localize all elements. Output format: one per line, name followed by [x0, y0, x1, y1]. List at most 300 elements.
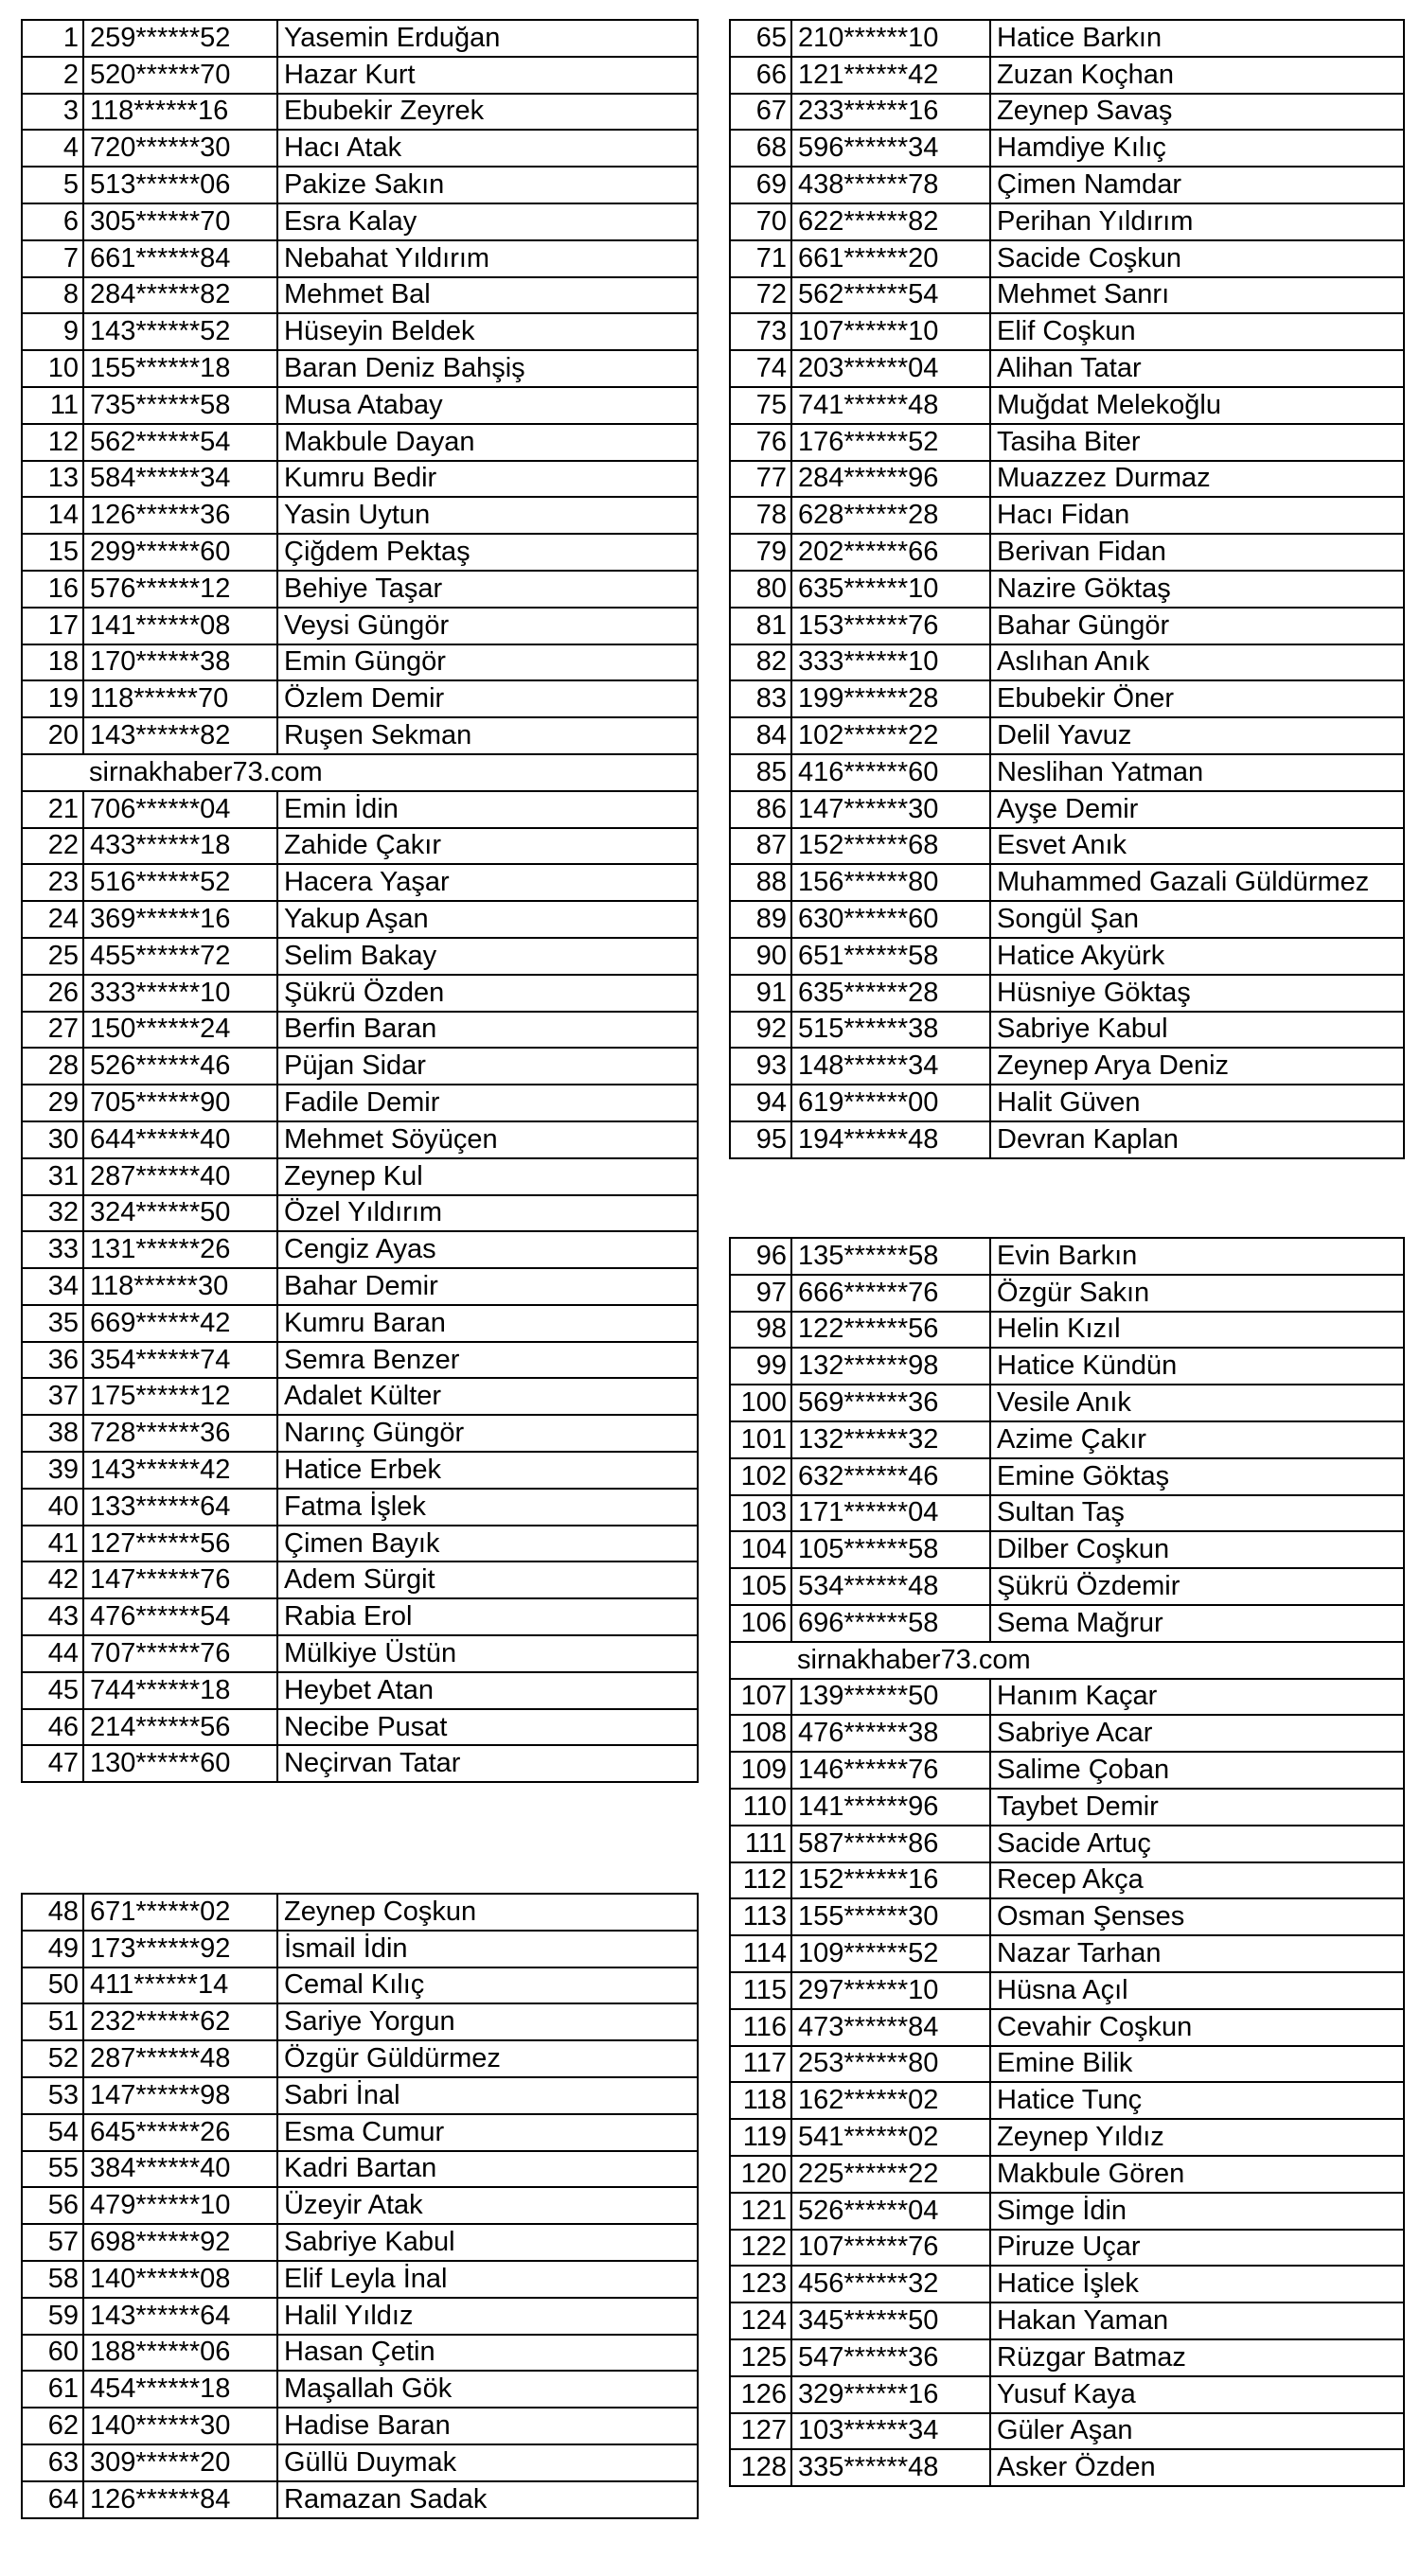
name-cell: Hadise Baran — [277, 2408, 698, 2444]
id-number-cell: 651******58 — [791, 938, 990, 975]
name-cell: Zeynep Savaş — [990, 94, 1404, 131]
id-number-cell: 635******10 — [791, 571, 990, 608]
id-number-cell: 744******18 — [83, 1672, 277, 1709]
list-table-4 — [729, 1237, 1405, 2487]
name-cell: Muğdat Melekoğlu — [990, 387, 1404, 424]
name-cell: Sabri İnal — [277, 2077, 698, 2114]
name-cell: Semra Benzer — [277, 1342, 698, 1379]
row-number-cell: 106 — [730, 1605, 791, 1642]
table-row — [730, 1048, 1404, 1085]
table-row — [22, 1342, 698, 1379]
id-number-cell: 333******10 — [791, 644, 990, 681]
id-number-cell: 162******02 — [791, 2082, 990, 2119]
table-row — [22, 2040, 698, 2077]
row-number-cell: 128 — [730, 2449, 791, 2486]
row-number-cell: 4 — [22, 130, 83, 167]
row-number-cell: 97 — [730, 1275, 791, 1312]
row-number-cell: 126 — [730, 2376, 791, 2413]
row-number-cell: 25 — [22, 938, 83, 975]
id-number-cell: 576******12 — [83, 571, 277, 608]
name-cell: Makbule Gören — [990, 2156, 1404, 2193]
id-number-cell: 534******48 — [791, 1568, 990, 1605]
row-number-cell: 101 — [730, 1421, 791, 1458]
table-row — [22, 1195, 698, 1232]
table-row — [22, 2444, 698, 2481]
row-number-cell: 12 — [22, 424, 83, 461]
row-number-cell: 55 — [22, 2151, 83, 2188]
name-cell: Simge İdin — [990, 2193, 1404, 2230]
table-row — [730, 1458, 1404, 1495]
id-number-cell: 118******16 — [83, 94, 277, 131]
row-number-cell: 11 — [22, 387, 83, 424]
row-number-cell: 7 — [22, 240, 83, 277]
name-cell: Yasemin Erduğan — [277, 20, 698, 57]
id-number-cell: 122******56 — [791, 1312, 990, 1349]
name-cell: Helin Kızıl — [990, 1312, 1404, 1349]
table-row — [730, 1121, 1404, 1158]
name-cell: Makbule Dayan — [277, 424, 698, 461]
id-number-cell: 706******04 — [83, 791, 277, 828]
table-row — [22, 313, 698, 350]
row-number-cell — [22, 754, 83, 791]
table-row — [730, 534, 1404, 571]
id-number-cell: 132******98 — [791, 1348, 990, 1385]
row-number-cell: 122 — [730, 2230, 791, 2267]
row-number-cell: 5 — [22, 167, 83, 203]
name-cell: Hüsniye Göktaş — [990, 975, 1404, 1012]
row-number-cell: 120 — [730, 2156, 791, 2193]
id-number-cell: 479******10 — [83, 2187, 277, 2224]
table-row — [730, 203, 1404, 240]
name-cell: Musa Atabay — [277, 387, 698, 424]
table-row — [730, 2230, 1404, 2267]
name-cell: Asker Özden — [990, 2449, 1404, 2486]
name-cell: Perihan Yıldırım — [990, 203, 1404, 240]
row-number-cell: 14 — [22, 497, 83, 534]
table-row — [22, 901, 698, 938]
row-number-cell: 24 — [22, 901, 83, 938]
name-cell: Piruze Uçar — [990, 2230, 1404, 2267]
table-row — [730, 1752, 1404, 1789]
id-number-cell: 126******36 — [83, 497, 277, 534]
name-cell: Çiğdem Pektaş — [277, 534, 698, 571]
table-row — [22, 1231, 698, 1268]
name-cell: Zuzan Koçhan — [990, 57, 1404, 94]
row-number-cell: 62 — [22, 2408, 83, 2444]
id-number-cell: 203******04 — [791, 350, 990, 387]
table-row — [730, 57, 1404, 94]
id-number-cell: 456******32 — [791, 2266, 990, 2303]
table-row — [22, 1635, 698, 1672]
table-row — [22, 1967, 698, 2004]
name-cell: Delil Yavuz — [990, 717, 1404, 754]
name-cell: Neçirvan Tatar — [277, 1745, 698, 1782]
name-cell: Sabriye Kabul — [277, 2224, 698, 2261]
name-cell: Adalet Külter — [277, 1378, 698, 1415]
table-row — [730, 1531, 1404, 1568]
table-row — [730, 94, 1404, 131]
table-row — [730, 864, 1404, 901]
table-row — [730, 975, 1404, 1012]
id-number-cell: 210******10 — [791, 20, 990, 57]
id-number-cell: 516******52 — [83, 864, 277, 901]
name-cell: Hanım Kaçar — [990, 1679, 1404, 1716]
row-number-cell: 64 — [22, 2481, 83, 2518]
row-number-cell: 45 — [22, 1672, 83, 1709]
name-cell: Narınç Güngör — [277, 1415, 698, 1452]
row-number-cell: 105 — [730, 1568, 791, 1605]
row-number-cell: 46 — [22, 1709, 83, 1746]
row-number-cell: 102 — [730, 1458, 791, 1495]
table-row — [22, 277, 698, 314]
table-row — [730, 1679, 1404, 1716]
id-number-cell: 438******78 — [791, 167, 990, 203]
table-row — [22, 717, 698, 754]
name-cell: Alihan Tatar — [990, 350, 1404, 387]
name-cell: Selim Bakay — [277, 938, 698, 975]
id-number-cell: 132******32 — [791, 1421, 990, 1458]
table-row — [730, 1789, 1404, 1826]
id-number-cell: 146******76 — [791, 1752, 990, 1789]
name-cell: Evin Barkın — [990, 1238, 1404, 1275]
table-row — [730, 20, 1404, 57]
name-cell: Tasiha Biter — [990, 424, 1404, 461]
name-cell: Adem Sürgit — [277, 1561, 698, 1598]
table-row — [730, 1568, 1404, 1605]
table-row — [730, 1862, 1404, 1899]
id-number-cell: 476******38 — [791, 1715, 990, 1752]
name-cell: Hatice Akyürk — [990, 938, 1404, 975]
table-row — [22, 2481, 698, 2518]
name-cell: Emin Güngör — [277, 644, 698, 681]
id-number-cell: 309******20 — [83, 2444, 277, 2481]
table-row — [730, 1385, 1404, 1421]
id-number-cell: 284******96 — [791, 461, 990, 498]
name-cell: Halit Güven — [990, 1085, 1404, 1121]
id-number-cell: 411******14 — [83, 1967, 277, 2004]
row-number-cell: 109 — [730, 1752, 791, 1789]
table-row — [22, 167, 698, 203]
row-number-cell: 83 — [730, 680, 791, 717]
row-number-cell: 27 — [22, 1012, 83, 1049]
name-cell: Berfin Baran — [277, 1012, 698, 1049]
table-row — [730, 313, 1404, 350]
row-number-cell: 96 — [730, 1238, 791, 1275]
id-number-cell: 547******36 — [791, 2339, 990, 2376]
name-cell: Hatice Tunç — [990, 2082, 1404, 2119]
row-number-cell: 30 — [22, 1121, 83, 1158]
table-row — [22, 350, 698, 387]
id-number-cell: 335******48 — [791, 2449, 990, 2486]
row-number-cell: 72 — [730, 277, 791, 314]
id-number-cell: 194******48 — [791, 1121, 990, 1158]
id-number-cell: 329******16 — [791, 2376, 990, 2413]
name-cell: Mehmet Bal — [277, 277, 698, 314]
id-number-cell: 147******98 — [83, 2077, 277, 2114]
name-cell: Şükrü Özden — [277, 975, 698, 1012]
id-number-cell: 225******22 — [791, 2156, 990, 2193]
name-cell: İsmail İdin — [277, 1931, 698, 1967]
name-cell: Heybet Atan — [277, 1672, 698, 1709]
table-row — [22, 1415, 698, 1452]
id-number-cell: 569******36 — [791, 1385, 990, 1421]
table-row — [730, 2376, 1404, 2413]
table-row — [730, 2156, 1404, 2193]
id-number-cell: 645******26 — [83, 2114, 277, 2151]
table-row — [22, 203, 698, 240]
name-cell: Sema Mağrur — [990, 1605, 1404, 1642]
row-number-cell: 89 — [730, 901, 791, 938]
name-cell: Hatice Kündün — [990, 1348, 1404, 1385]
name-cell: Şükrü Özdemir — [990, 1568, 1404, 1605]
name-cell: Osman Şenses — [990, 1898, 1404, 1935]
name-cell: Muazzez Durmaz — [990, 461, 1404, 498]
id-number-cell: 141******08 — [83, 608, 277, 644]
row-number-cell: 80 — [730, 571, 791, 608]
id-number-cell: 735******58 — [83, 387, 277, 424]
id-number-cell: 140******08 — [83, 2261, 277, 2298]
name-cell: Özel Yıldırım — [277, 1195, 698, 1232]
table-row — [730, 167, 1404, 203]
name-cell: Esra Kalay — [277, 203, 698, 240]
table-row — [730, 424, 1404, 461]
id-number-cell: 476******54 — [83, 1598, 277, 1635]
row-number-cell: 63 — [22, 2444, 83, 2481]
id-number-cell: 354******74 — [83, 1342, 277, 1379]
table-row — [22, 1121, 698, 1158]
table-row — [22, 1158, 698, 1195]
row-number-cell: 108 — [730, 1715, 791, 1752]
table-row — [730, 1826, 1404, 1862]
table-row — [22, 1709, 698, 1746]
table-row — [22, 791, 698, 828]
name-cell: Ebubekir Zeyrek — [277, 94, 698, 131]
table-row — [730, 791, 1404, 828]
table-row — [730, 938, 1404, 975]
name-cell: Behiye Taşar — [277, 571, 698, 608]
row-number-cell: 119 — [730, 2119, 791, 2156]
id-number-cell: 513******06 — [83, 167, 277, 203]
name-cell: Emine Göktaş — [990, 1458, 1404, 1495]
row-number-cell: 110 — [730, 1789, 791, 1826]
name-cell: Berivan Fidan — [990, 534, 1404, 571]
row-number-cell: 29 — [22, 1085, 83, 1121]
id-number-cell: 153******76 — [791, 608, 990, 644]
row-number-cell: 56 — [22, 2187, 83, 2224]
table-row — [730, 1972, 1404, 2009]
row-number-cell: 51 — [22, 2003, 83, 2040]
table-row — [730, 1715, 1404, 1752]
table-row — [22, 387, 698, 424]
row-number-cell: 49 — [22, 1931, 83, 1967]
id-number-cell: 728******36 — [83, 1415, 277, 1452]
row-number-cell: 111 — [730, 1826, 791, 1862]
row-number-cell: 21 — [22, 791, 83, 828]
table-row — [22, 608, 698, 644]
id-number-cell: 139******50 — [791, 1679, 990, 1716]
name-cell: Azime Çakır — [990, 1421, 1404, 1458]
id-number-cell: 170******38 — [83, 644, 277, 681]
table-row — [730, 1312, 1404, 1349]
table-row — [22, 240, 698, 277]
table-row — [22, 828, 698, 865]
row-number-cell: 124 — [730, 2303, 791, 2339]
id-number-cell: 147******76 — [83, 1561, 277, 1598]
row-number-cell: 18 — [22, 644, 83, 681]
row-number-cell: 117 — [730, 2046, 791, 2083]
name-cell: Kadri Bartan — [277, 2151, 698, 2188]
id-number-cell: 433******18 — [83, 828, 277, 865]
row-number-cell: 115 — [730, 1972, 791, 2009]
table-row — [22, 461, 698, 498]
table-row — [730, 1421, 1404, 1458]
table-row — [22, 2408, 698, 2444]
id-number-cell: 696******58 — [791, 1605, 990, 1642]
table-row — [22, 975, 698, 1012]
id-number-cell: 526******46 — [83, 1048, 277, 1085]
id-number-cell: 232******62 — [83, 2003, 277, 2040]
name-cell: Ebubekir Öner — [990, 680, 1404, 717]
table-row — [22, 864, 698, 901]
id-number-cell: 284******82 — [83, 277, 277, 314]
name-cell: Kumru Baran — [277, 1305, 698, 1342]
id-number-cell: 102******22 — [791, 717, 990, 754]
table-row — [730, 1085, 1404, 1121]
id-number-cell: 622******82 — [791, 203, 990, 240]
row-number-cell: 9 — [22, 313, 83, 350]
id-number-cell: 515******38 — [791, 1012, 990, 1049]
id-number-cell: 118******30 — [83, 1268, 277, 1305]
id-number-cell: 720******30 — [83, 130, 277, 167]
id-number-cell: 103******34 — [791, 2413, 990, 2450]
id-number-cell: 632******46 — [791, 1458, 990, 1495]
row-number-cell: 92 — [730, 1012, 791, 1049]
name-cell: Songül Şan — [990, 901, 1404, 938]
name-cell: Zahide Çakır — [277, 828, 698, 865]
row-number-cell: 36 — [22, 1342, 83, 1379]
id-number-cell: 526******04 — [791, 2193, 990, 2230]
id-number-cell: 707******76 — [83, 1635, 277, 1672]
name-cell: Hüsna Açıl — [990, 1972, 1404, 2009]
table-row — [22, 1268, 698, 1305]
name-cell: Hakan Yaman — [990, 2303, 1404, 2339]
name-cell: Baran Deniz Bahşiş — [277, 350, 698, 387]
row-number-cell: 68 — [730, 130, 791, 167]
table-row — [22, 1745, 698, 1782]
id-number-cell: 141******96 — [791, 1789, 990, 1826]
id-number-cell: 148******34 — [791, 1048, 990, 1085]
table-row — [730, 1898, 1404, 1935]
name-cell: Neslihan Yatman — [990, 754, 1404, 791]
name-cell: Dilber Coşkun — [990, 1531, 1404, 1568]
id-number-cell: 143******82 — [83, 717, 277, 754]
table-row — [22, 1378, 698, 1415]
table-row — [730, 130, 1404, 167]
row-number-cell: 58 — [22, 2261, 83, 2298]
name-cell: Devran Kaplan — [990, 1121, 1404, 1158]
row-number-cell: 99 — [730, 1348, 791, 1385]
name-cell: Salime Çoban — [990, 1752, 1404, 1789]
name-cell: Sacide Coşkun — [990, 240, 1404, 277]
name-cell: Esvet Anık — [990, 828, 1404, 865]
row-number-cell: 70 — [730, 203, 791, 240]
id-number-cell: 143******52 — [83, 313, 277, 350]
row-number-cell: 57 — [22, 2224, 83, 2261]
row-number-cell: 100 — [730, 1385, 791, 1421]
list-table-1 — [21, 19, 699, 1783]
id-number-cell: 155******18 — [83, 350, 277, 387]
row-number-cell: 10 — [22, 350, 83, 387]
row-number-cell: 121 — [730, 2193, 791, 2230]
watermark-text: sirnakhaber73.com — [83, 754, 698, 791]
row-number-cell: 114 — [730, 1935, 791, 1972]
id-number-cell: 140******30 — [83, 2408, 277, 2444]
table-row — [730, 754, 1404, 791]
table-row — [730, 497, 1404, 534]
id-number-cell: 454******18 — [83, 2371, 277, 2408]
name-cell: Sacide Artuç — [990, 1826, 1404, 1862]
name-cell: Emine Bilik — [990, 2046, 1404, 2083]
name-cell: Rabia Erol — [277, 1598, 698, 1635]
id-number-cell: 147******30 — [791, 791, 990, 828]
row-number-cell: 59 — [22, 2298, 83, 2335]
row-number-cell: 13 — [22, 461, 83, 498]
table-row — [22, 1598, 698, 1635]
row-number-cell: 91 — [730, 975, 791, 1012]
row-number-cell: 81 — [730, 608, 791, 644]
table-row — [730, 387, 1404, 424]
row-number-cell: 43 — [22, 1598, 83, 1635]
row-number-cell: 71 — [730, 240, 791, 277]
table-row — [22, 1489, 698, 1526]
id-number-cell: 384******40 — [83, 2151, 277, 2188]
table-row — [730, 717, 1404, 754]
name-cell: Püjan Sidar — [277, 1048, 698, 1085]
row-number-cell: 88 — [730, 864, 791, 901]
name-cell: Rüzgar Batmaz — [990, 2339, 1404, 2376]
row-number-cell: 42 — [22, 1561, 83, 1598]
row-number-cell: 16 — [22, 571, 83, 608]
id-number-cell: 202******66 — [791, 534, 990, 571]
id-number-cell: 130******60 — [83, 1745, 277, 1782]
row-number-cell: 87 — [730, 828, 791, 865]
row-number-cell: 15 — [22, 534, 83, 571]
name-cell: Kumru Bedir — [277, 461, 698, 498]
row-number-cell: 69 — [730, 167, 791, 203]
name-cell: Özlem Demir — [277, 680, 698, 717]
id-number-cell: 299******60 — [83, 534, 277, 571]
name-cell: Maşallah Gök — [277, 2371, 698, 2408]
table-row — [22, 57, 698, 94]
id-number-cell: 705******90 — [83, 1085, 277, 1121]
id-number-cell: 619******00 — [791, 1085, 990, 1121]
row-number-cell: 78 — [730, 497, 791, 534]
table-row — [730, 1605, 1404, 1642]
name-cell: Bahar Güngör — [990, 608, 1404, 644]
table-row — [22, 1012, 698, 1049]
table-row — [22, 20, 698, 57]
row-number-cell: 125 — [730, 2339, 791, 2376]
id-number-cell: 698******92 — [83, 2224, 277, 2261]
id-number-cell: 669******42 — [83, 1305, 277, 1342]
id-number-cell: 143******42 — [83, 1452, 277, 1489]
table-row — [730, 2119, 1404, 2156]
table-row — [730, 1275, 1404, 1312]
row-number-cell: 38 — [22, 1415, 83, 1452]
id-number-cell: 152******68 — [791, 828, 990, 865]
table-row — [22, 1561, 698, 1598]
name-cell: Sultan Taş — [990, 1495, 1404, 1532]
